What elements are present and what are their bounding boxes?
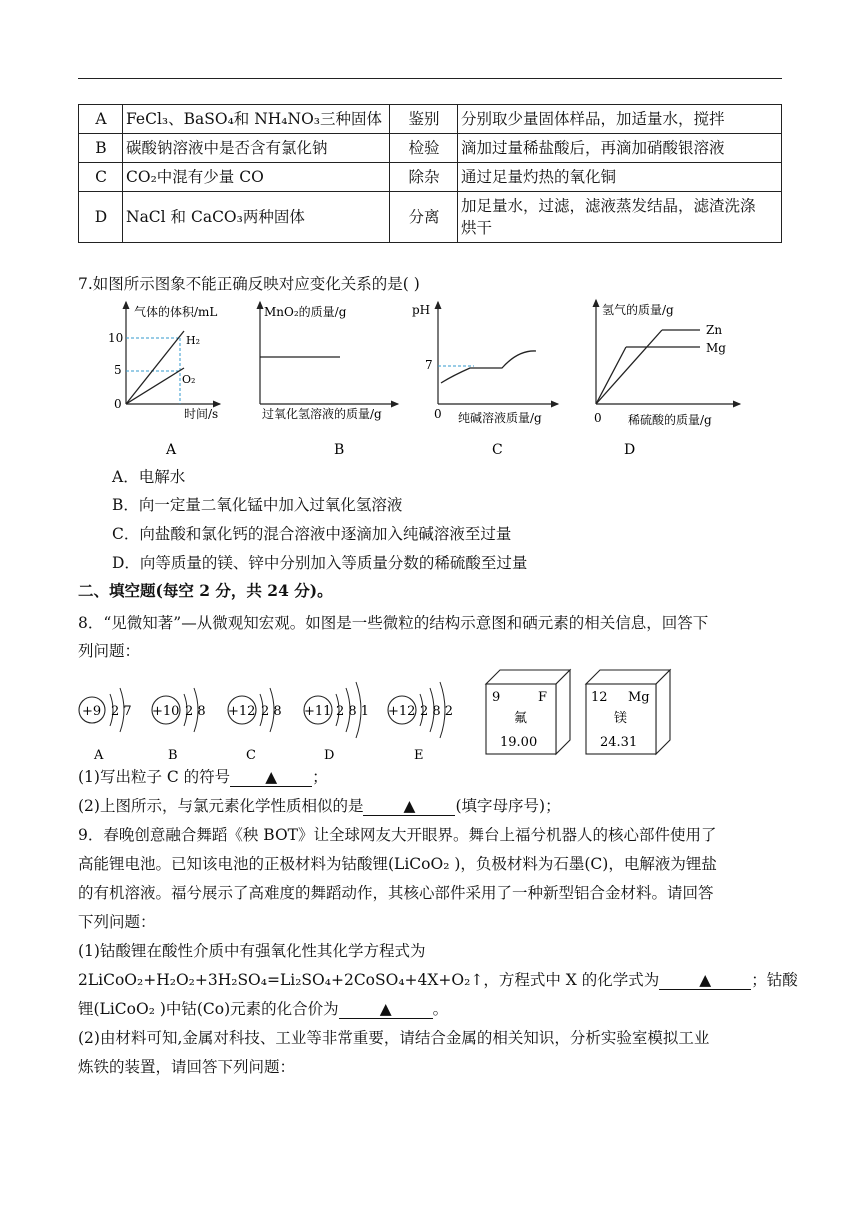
element-mg-number: 12 <box>591 690 608 705</box>
options-table <box>78 104 782 243</box>
graph-c-tick-7: 7 <box>425 358 433 372</box>
q9-line-5: (1)钴酸锂在酸性介质中有强氧化性其化学方程式为 <box>78 942 426 960</box>
table-row <box>79 134 782 163</box>
graph-a-tick-10: 10 <box>108 331 124 345</box>
q8-sub1-end: ； <box>312 768 328 786</box>
q8-stem-1: 8．“见微知著”—从微观知宏观。如图是一些微粒的结构示意图和硒元素的相关信息，回答下 <box>78 614 709 632</box>
row-purpose: 鉴别 <box>390 105 458 134</box>
graph-a-o2-line <box>126 368 184 404</box>
element-f-mass: 19.00 <box>500 735 538 750</box>
graph-a-tick-0: 0 <box>114 397 122 411</box>
element-mg-name: 镁 <box>614 711 628 726</box>
q9-line-3: 的有机溶液。福兮展示了高难度的舞蹈动作，其核心部件采用了一种新型铝合金材料。请回答 <box>78 884 714 902</box>
graph-b-x-label: 过氧化氢溶液的质量/g <box>262 407 382 421</box>
row-subject: CO₂中混有少量 CO <box>123 163 390 192</box>
graph-c-x-label: 纯碱溶液质量/g <box>458 411 542 425</box>
element-card-f <box>486 670 570 754</box>
particle-c-letter: C <box>246 748 256 763</box>
particle-d-shells: 2 8 1 <box>336 704 370 719</box>
graph-a-h2-line <box>126 331 184 404</box>
row-method: 滴加过量稀盐酸后，再滴加硝酸银溶液 <box>458 134 782 163</box>
particle-b <box>152 688 206 763</box>
graph-a-h2-label: H₂ <box>186 334 201 347</box>
particle-d-letter: D <box>324 748 335 763</box>
row-subject: FeCl₃、BaSO₄和 NH₄NO₃三种固体 <box>123 105 390 134</box>
q9-line-9: 炼铁的装置，请回答下列问题： <box>78 1058 296 1076</box>
q8-sub2-text: (2)上图所示，与氯元素化学性质相似的是 <box>78 797 364 815</box>
q8-sub2-end: (填字母序号)； <box>455 797 561 815</box>
q8-sub2 <box>78 795 561 817</box>
graph-c-curve <box>441 351 536 383</box>
particle-a <box>79 688 132 763</box>
q9-line6-end: ；钴酸 <box>751 971 798 989</box>
table-row <box>79 163 782 192</box>
row-letter: A <box>79 105 123 134</box>
row-method-line2: 烘干 <box>461 219 493 237</box>
q9-x-formula-blank[interactable]: ▲ <box>659 971 751 990</box>
graph-d-letter: D <box>624 442 636 458</box>
header-rule <box>78 78 782 79</box>
q7-option-d: D．向等质量的镁、锌中分别加入等质量分数的稀硫酸至过量 <box>112 554 528 572</box>
table-row <box>79 192 782 243</box>
q9-line-7 <box>78 998 448 1020</box>
q9-line-6 <box>78 969 798 991</box>
graph-d-mg-label: Mg <box>706 341 726 355</box>
graph-c-letter: C <box>492 442 503 458</box>
row-method: 分别取少量固体样品，加适量水，搅拌 <box>458 105 782 134</box>
q9-line-4: 下列问题： <box>78 913 156 931</box>
particle-a-letter: A <box>94 748 104 763</box>
row-method-line1: 加足量水，过滤，滤液蒸发结晶，滤渣洗涤 <box>461 197 756 215</box>
q9-line-8: (2)由材料可知,金属对科技、工业等非常重要，请结合金属的相关知识，分析实验室模拟工业 <box>78 1029 710 1047</box>
particle-b-shells: 2 8 <box>185 704 206 719</box>
particle-a-shells: 2 7 <box>111 704 132 719</box>
row-letter: B <box>79 134 123 163</box>
element-f-symbol: F <box>538 690 548 705</box>
particle-e-nucleus: +12 <box>388 704 416 719</box>
particle-c <box>228 688 282 763</box>
particle-b-letter: B <box>168 748 178 763</box>
particle-b-nucleus: +10 <box>152 704 180 719</box>
q9-line-2: 高能锂电池。已知该电池的正极材料为钴酸锂(LiCoO₂ )，负极材料为石墨(C)，电解液为锂盐 <box>78 855 717 873</box>
graph-a-o2-label: O₂ <box>182 373 196 386</box>
graph-d-zn-label: Zn <box>706 323 723 337</box>
graph-a-tick-5: 5 <box>114 363 122 377</box>
q7-graphs <box>100 296 780 458</box>
q9-line7-end: 。 <box>432 1000 449 1018</box>
graph-c-y-label: pH <box>412 303 431 317</box>
q9-line-1: 9．春晚创意融合舞蹈《秧 BOT》让全球网友大开眼界。舞台上福兮机器人的核心部件使用了 <box>78 826 717 844</box>
q8-sub1 <box>78 766 328 788</box>
element-f-name: 氟 <box>514 711 528 726</box>
particle-e <box>388 682 453 763</box>
q9-equation-text: 2LiCoO₂+H₂O₂+3H₂SO₄=Li₂SO₄+2CoSO₄+4X+O₂↑，方程式中 X 的化学式为 <box>78 971 660 989</box>
element-mg-symbol: Mg <box>628 690 650 705</box>
graph-a-x-label: 时间/s <box>184 407 219 421</box>
particle-c-shells: 2 8 <box>261 704 282 719</box>
table-row <box>79 105 782 134</box>
graph-a <box>108 302 220 458</box>
row-subject: NaCl 和 CaCO₃两种固体 <box>123 192 390 243</box>
graph-b <box>260 302 398 458</box>
element-f-number: 9 <box>492 690 501 705</box>
q8-figure <box>76 664 676 764</box>
q8-sub1-blank[interactable]: ▲ <box>230 768 312 787</box>
element-mg-mass: 24.31 <box>600 735 638 750</box>
row-method: 通过足量灼热的氧化铜 <box>458 163 782 192</box>
q9-valence-text: 锂(LiCoO₂ )中钴(Co)元素的化合价为 <box>78 1000 339 1018</box>
row-purpose: 检验 <box>390 134 458 163</box>
graph-a-y-label: 气体的体积/mL <box>134 305 218 319</box>
particle-a-nucleus: +9 <box>82 704 102 719</box>
graph-d-origin: 0 <box>594 411 602 425</box>
element-card-mg <box>586 670 670 754</box>
graph-c <box>412 302 558 458</box>
row-method <box>458 192 782 243</box>
q7-stem: 7.如图所示图象不能正确反映对应变化关系的是( ) <box>78 275 420 293</box>
row-letter: D <box>79 192 123 243</box>
particle-e-letter: E <box>414 748 424 763</box>
graph-a-letter: A <box>166 442 177 458</box>
q9-valence-blank[interactable]: ▲ <box>339 1000 433 1019</box>
q7-option-a: A．电解水 <box>112 468 186 486</box>
graph-b-letter: B <box>334 442 345 458</box>
row-purpose: 除杂 <box>390 163 458 192</box>
row-subject: 碳酸钠溶液中是否含有氯化钠 <box>123 134 390 163</box>
q8-stem-2: 列问题： <box>78 642 141 660</box>
q7-option-b: B．向一定量二氧化锰中加入过氧化氢溶液 <box>112 496 403 514</box>
q7-option-c: C．向盐酸和氯化钙的混合溶液中逐滴加入纯碱溶液至过量 <box>112 525 512 543</box>
graph-d-y-label: 氢气的质量/g <box>602 303 674 317</box>
graph-d-zn-rise <box>596 330 662 404</box>
graph-d <box>594 300 740 458</box>
particle-d <box>304 682 369 763</box>
particle-d-nucleus: +11 <box>304 704 332 719</box>
row-purpose: 分离 <box>390 192 458 243</box>
particle-c-nucleus: +12 <box>228 704 256 719</box>
particle-e-shells: 2 8 2 <box>420 704 454 719</box>
graph-d-x-label: 稀硫酸的质量/g <box>628 413 712 427</box>
graph-b-y-label: MnO₂的质量/g <box>264 305 347 319</box>
q8-sub1-text: (1)写出粒子 C 的符号 <box>78 768 231 786</box>
graph-c-tick-0: 0 <box>434 407 442 421</box>
section-2-title: 二、填空题(每空 2 分，共 24 分)。 <box>78 581 333 600</box>
row-letter: C <box>79 163 123 192</box>
q8-sub2-blank[interactable]: ▲ <box>363 797 455 816</box>
